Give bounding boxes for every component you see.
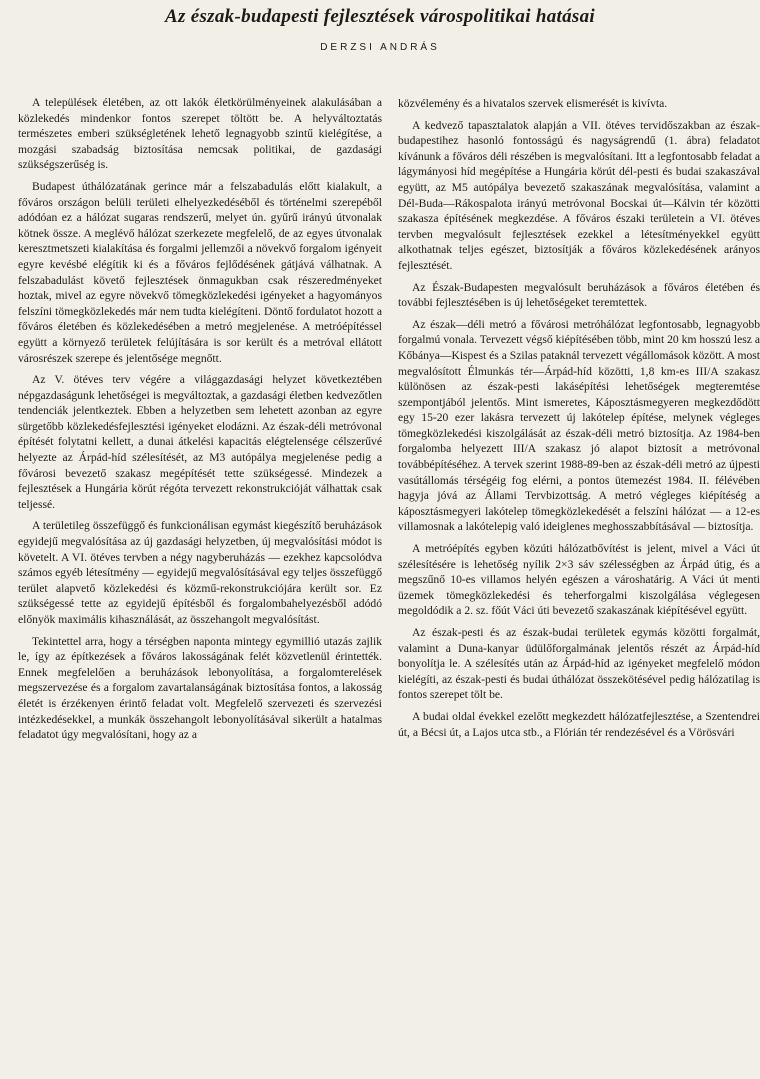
paragraph: közvélemény és a hivatalos szervek elismerését is kivívta.: [398, 97, 668, 110]
paragraph: Az észak—déli metró a fővárosi metróhálózat legfontosabb, legnagyobb forgalmú vonala. Tervezett végső kiépítésében több, mint 20 km hosszú lesz a Kőbánya—Kispest és a Szilas pataknál tervezett végállomások között. A most megvalósított Élmunkás tér—Árpád-híd közötti, 1,8 km-es III/A szakasz különösen az észak-pesti lakásépítési lehetőségek megteremtése szempontjából jelentős. Mint ismeretes, Káposztásmegyeren megkezdődött egy 15-20 ezer lakásra tervezett új lakótelep építése, melynek végleges tömegközlekedési kiszolgálását az észak-déli metró biztosítja. Az 1984-ben forgalomba helyezett III/A szakasz jó alapot biztosít a metróvonal továbbépítéséhez. A tervek szerint 1988-89-ben az észak-déli metró az újpesti vasútállomás térségéig fog elérni, a pontos ütemezést 1984. II. félévében hagyja jóvá az Állami Tervbizottság. A metró végleges kiépítéség a káposztásmegyeri lakótelep tömegközlekedését a felszíni hálózat — a 12-es villamosnak a lakótelepig való ideiglenes meghosszabbításával — biztosítja.: [398, 317, 760, 534]
right-column: [398, 96, 760, 746]
paragraph: Budapest úthálózatának gerince már a felszabadulás előtt kialakult, a főváros országon belüli területi elhelyezkedéséből és történelmi szerepéből adódóan ez a hálózat sugaras rendszerű, melyet ún. gyűrű irányú útvonalak kötnek össze. A meglévő hálózat szerkezete megfelelő, de az egyes útvonalak keresztmetszeti kialakítása és forgalmi jellemzői a növekvő forgalom igényeit egyre kevésbé elégítik ki és a főváros fejlődésének gátjává válhatnak. A felszabadulást követő fejlesztések önmagukban csak részeredményeket hoztak, mivel az egyre növekvő tömegközlekedési igényeket a hagyományos felszíni tömegközlekedés már nem tudta kielégíteni. Döntő fordulatot hozott a főváros életében és közlekedésében a metró megjelenése. A metróépítéssel együtt a környező területek felújítására is sor került és a metróval ellátott városrészek szerepe és jelentősége megnőtt.: [18, 179, 382, 365]
paragraph: A települések életében, az ott lakók életkörülményeinek alakulásában a közlekedés mindenkor fontos szerepet töltött be. A helyváltoztatás természetes emberi szükségletének lehető legnagyobb szintű kielégítése, a mozgási szabadság biztosítása nemcsak politikai, de gazdasági szükségszerűség is.: [18, 96, 382, 172]
article-title: Az észak-budapesti fejlesztések várospolitikai hatásai: [165, 6, 595, 27]
left-column: [18, 95, 382, 749]
paragraph: A metróépítés egyben közúti hálózatbővítést is jelent, mivel a Váci út szélesítésére is lehetőség nyílik 2×3 sáv szélességben az Árpád útig, és a megszűnő 10-es villamos helyén egészen a városhatárig. A Váci út menti üzemek tömegközlekedési és teherforgalmi kiszolgálása véglegesen megoldódik a 2. sz. főút Váci úti bevezető szakaszának kiépítésével együtt.: [398, 542, 760, 618]
paragraph: A területileg összefüggő és funkcionálisan egymást kiegészítő beruházások egyidejű megvalósítása az új gazdasági helyzetben, új megvalósítási módot is követelt. A VI. ötéves tervben a négy nagyberuházás — ezekhez kapcsolódva számos egyéb létesítmény — egyidejű megvalósításával egy teljes összefüggő terület alapvető közlekedési és közmű-rekonstrukciójára került sor. Ez szükségessé tette az egyidejű építésből és forgalombahelyezésből adódó előnyök maximális kihasználását, az összehangolt megvalósítást.: [18, 519, 382, 626]
paragraph: Az Észak-Budapesten megvalósult beruházások a főváros életében és további fejlesztésében is új lehetőségeket teremtettek.: [398, 280, 760, 310]
paragraph: Tekintettel arra, hogy a térségben naponta mintegy egymillió utazás zajlik le, így az építkezések a főváros lakosságának felét közvetlenül érintették. Ennek megfelelően a beruházások lebonyolítása, a forgalomterelések megszervezése és a forgalom zavartalanságának biztosítása fontos, a lakosság életét is érzékenyen érintő feladat volt. Megfelelő szervezeti és szervezési intézkedésekkel, a munkák összehangolt lebonyolításával sikerült a hatalmas feladatot úgy megvalósítani, hogy az a: [18, 634, 382, 742]
paragraph: Az észak-pesti és az észak-budai területek egymás közötti forgalmát, valamint a Duna-kanyar üdülőforgalmának jelentős részét az Árpád-híd bonyolítja le. A szélesítés után az Árpád-híd az igényeket megfelelő módon kielégíti, az észak-pesti és budai úthálózat összekötésével pedig hálózatilag is fontos szerepet tölt be.: [398, 626, 760, 702]
paragraph: A kedvező tapasztalatok alapján a VII. ötéves tervidőszakban az észak-budapestihez hasonló fontosságú és nagyságrendű (1. ábra) feladatot kívánunk a főváros déli részében is megvalósítani. Itt a legfontosabb feladat a lágymányosi híd megépítése a Hungária körút dél-pesti és budai szakaszával együtt, az M5 autópálya bevezető szakaszának megvalósítása, valamint a Dél-Buda—Rákospalota irányú metróvonal Bocskai út—Kálvin tér közötti szakasza építésének megkezdése. A főváros északi területein a VI. ötéves tervben megvalósult fejlesztések ezekkel a létesítményekkel együtt alkothatnak teljes egészet, biztosítják a főváros közlekedésének arányos fejlesztését.: [398, 118, 760, 272]
paragraph: A budai oldal évekkel ezelőtt megkezdett hálózatfejlesztése, a Szentendrei út, a Bécsi út, a Lajos utca stb., a Flórián tér rendezésével és a Vörösvári: [398, 709, 760, 739]
article-author: DERZSI ANDRÁS: [320, 42, 440, 53]
paragraph: Az V. ötéves terv végére a világgazdasági helyzet következtében népgazdaságunk lehetőségei is megváltoztak, a gazdasági életben kedvezőtlen tendenciák jelentkeztek. Ebben a helyzetben sem lehetett azonban az egyre sürgetőbb közlekedésfejlesztési igényeket elodázni. Az észak-déli metróvonal építését folytatni kellett, a dunai átkelési kapacitás elégtelensége célszerűvé helyezte az Árpád-híd szélesítését, az M3 autópálya megjelenése pedig a fővárosi bevezető szakasz megépítését tette szükségessé. Mindezek a fejlesztések a Hungária körút régóta tervezett rekonstrukcióját válhattak csak teljessé.: [18, 373, 382, 511]
